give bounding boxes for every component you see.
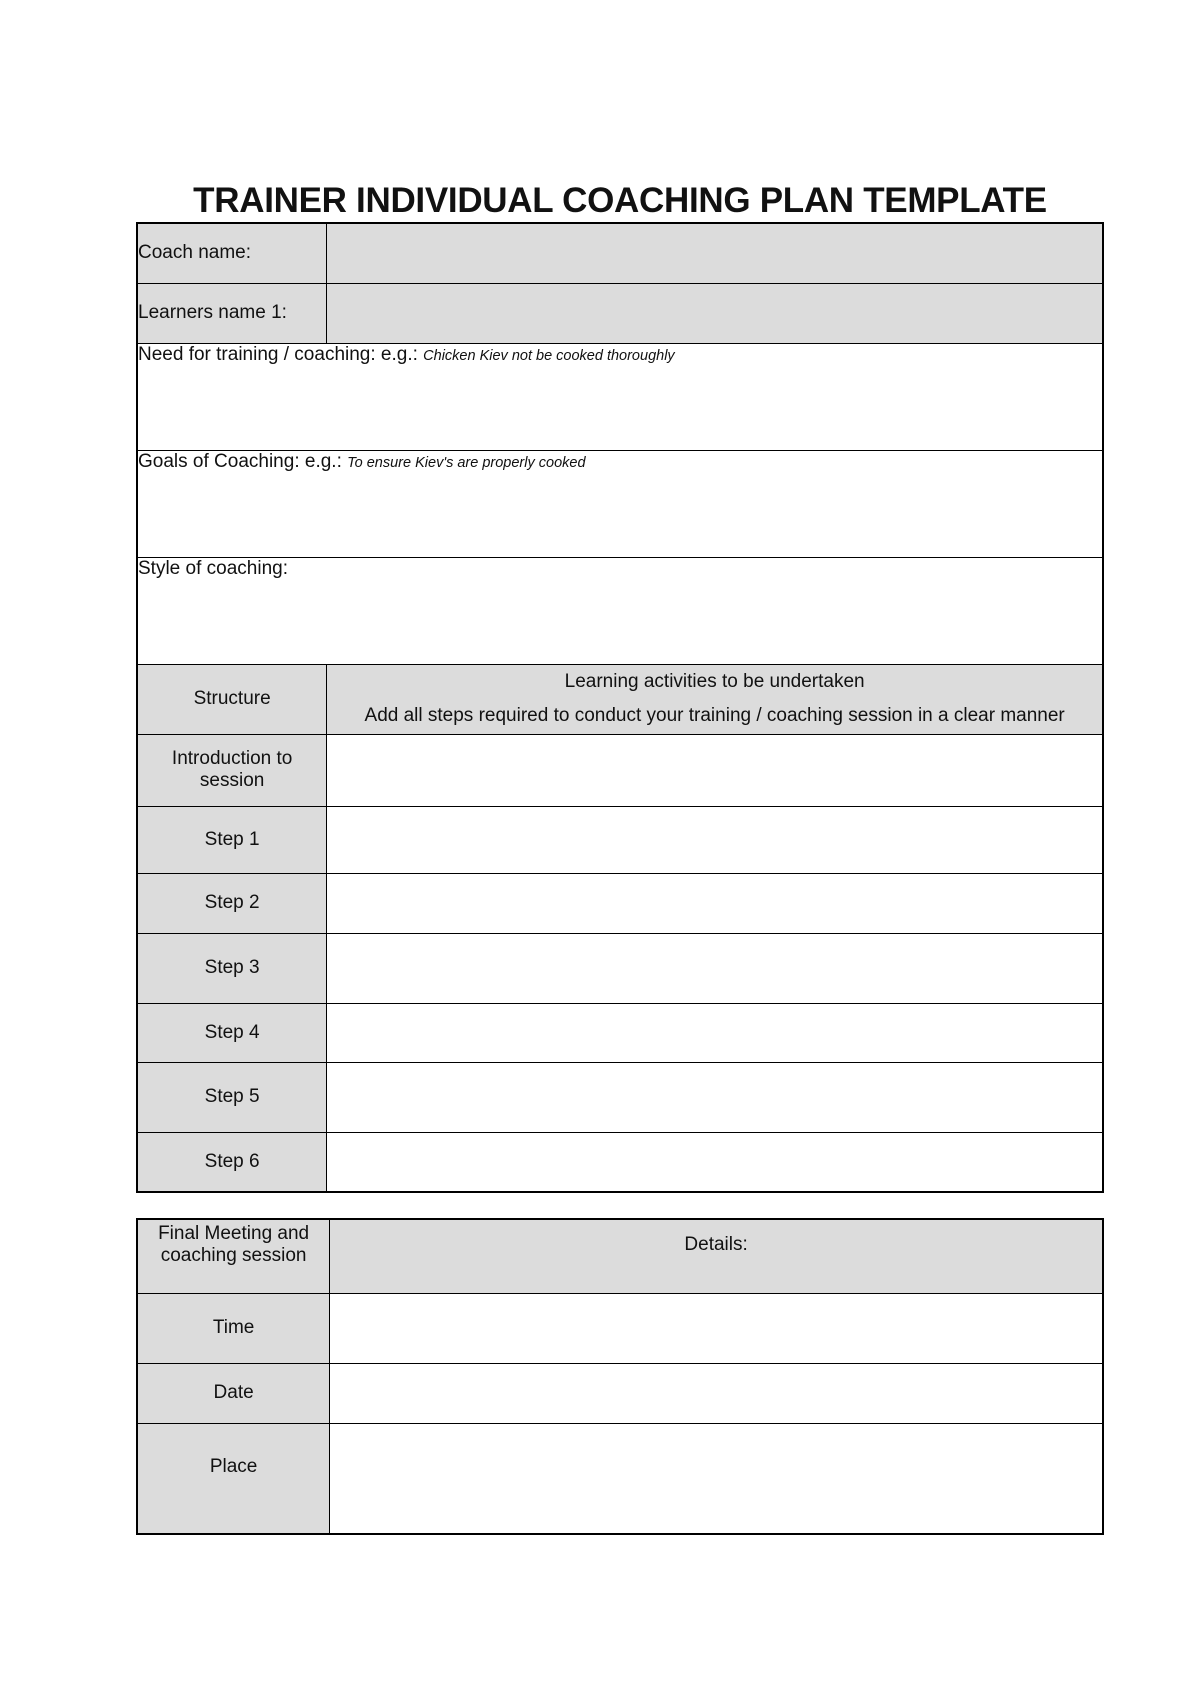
learner-name-field[interactable]: [327, 283, 1103, 343]
goals-of-coaching-field[interactable]: [137, 450, 1103, 557]
final-meeting-table: [136, 1218, 1104, 1535]
activity-cell[interactable]: [327, 806, 1103, 873]
final-row-label: Place: [137, 1423, 330, 1534]
activities-header-subtitle: Add all steps required to conduct your training / coaching session in a clear manner: [364, 705, 1065, 726]
final-meeting-header: Final Meeting and coaching session: [137, 1219, 330, 1293]
coach-name-field[interactable]: [327, 223, 1103, 283]
structure-row-label: Step 6: [137, 1132, 327, 1192]
final-row-label: Date: [137, 1363, 330, 1423]
learner-name-label: Learners name 1:: [137, 283, 327, 343]
activities-header-title: Learning activities to be undertaken: [564, 671, 865, 692]
activity-cell[interactable]: [327, 933, 1103, 1003]
page-title: TRAINER INDIVIDUAL COACHING PLAN TEMPLATE: [193, 181, 1047, 220]
final-row-label: Time: [137, 1293, 330, 1363]
coach-name-label: Coach name:: [137, 223, 327, 283]
structure-header: Structure: [137, 664, 327, 734]
structure-row-label: Step 1: [137, 806, 327, 873]
goals-of-coaching-example: To ensure Kiev's are properly cooked: [347, 454, 586, 471]
details-header: Details:: [330, 1219, 1103, 1293]
activity-cell[interactable]: [327, 734, 1103, 806]
place-field[interactable]: [330, 1423, 1103, 1534]
structure-row-label: Introduction to session: [137, 734, 327, 806]
style-of-coaching-field[interactable]: [137, 557, 1103, 664]
need-for-training-example: Chicken Kiev not be cooked thoroughly: [423, 347, 675, 364]
style-of-coaching-label: Style of coaching:: [138, 557, 288, 579]
activities-header: [327, 664, 1103, 734]
structure-row-label: Step 2: [137, 873, 327, 933]
need-for-training-field[interactable]: [137, 343, 1103, 450]
time-field[interactable]: [330, 1293, 1103, 1363]
date-field[interactable]: [330, 1363, 1103, 1423]
structure-row-label: Step 3: [137, 933, 327, 1003]
need-for-training-label: Need for training / coaching: e.g.:: [138, 343, 418, 365]
activity-cell[interactable]: [327, 1003, 1103, 1062]
activity-cell[interactable]: [327, 873, 1103, 933]
activity-cell[interactable]: [327, 1062, 1103, 1132]
goals-of-coaching-label: Goals of Coaching: e.g.:: [138, 450, 342, 472]
coaching-plan-table: [136, 222, 1104, 1193]
structure-row-label: Step 5: [137, 1062, 327, 1132]
structure-row-label: Step 4: [137, 1003, 327, 1062]
activity-cell[interactable]: [327, 1132, 1103, 1192]
